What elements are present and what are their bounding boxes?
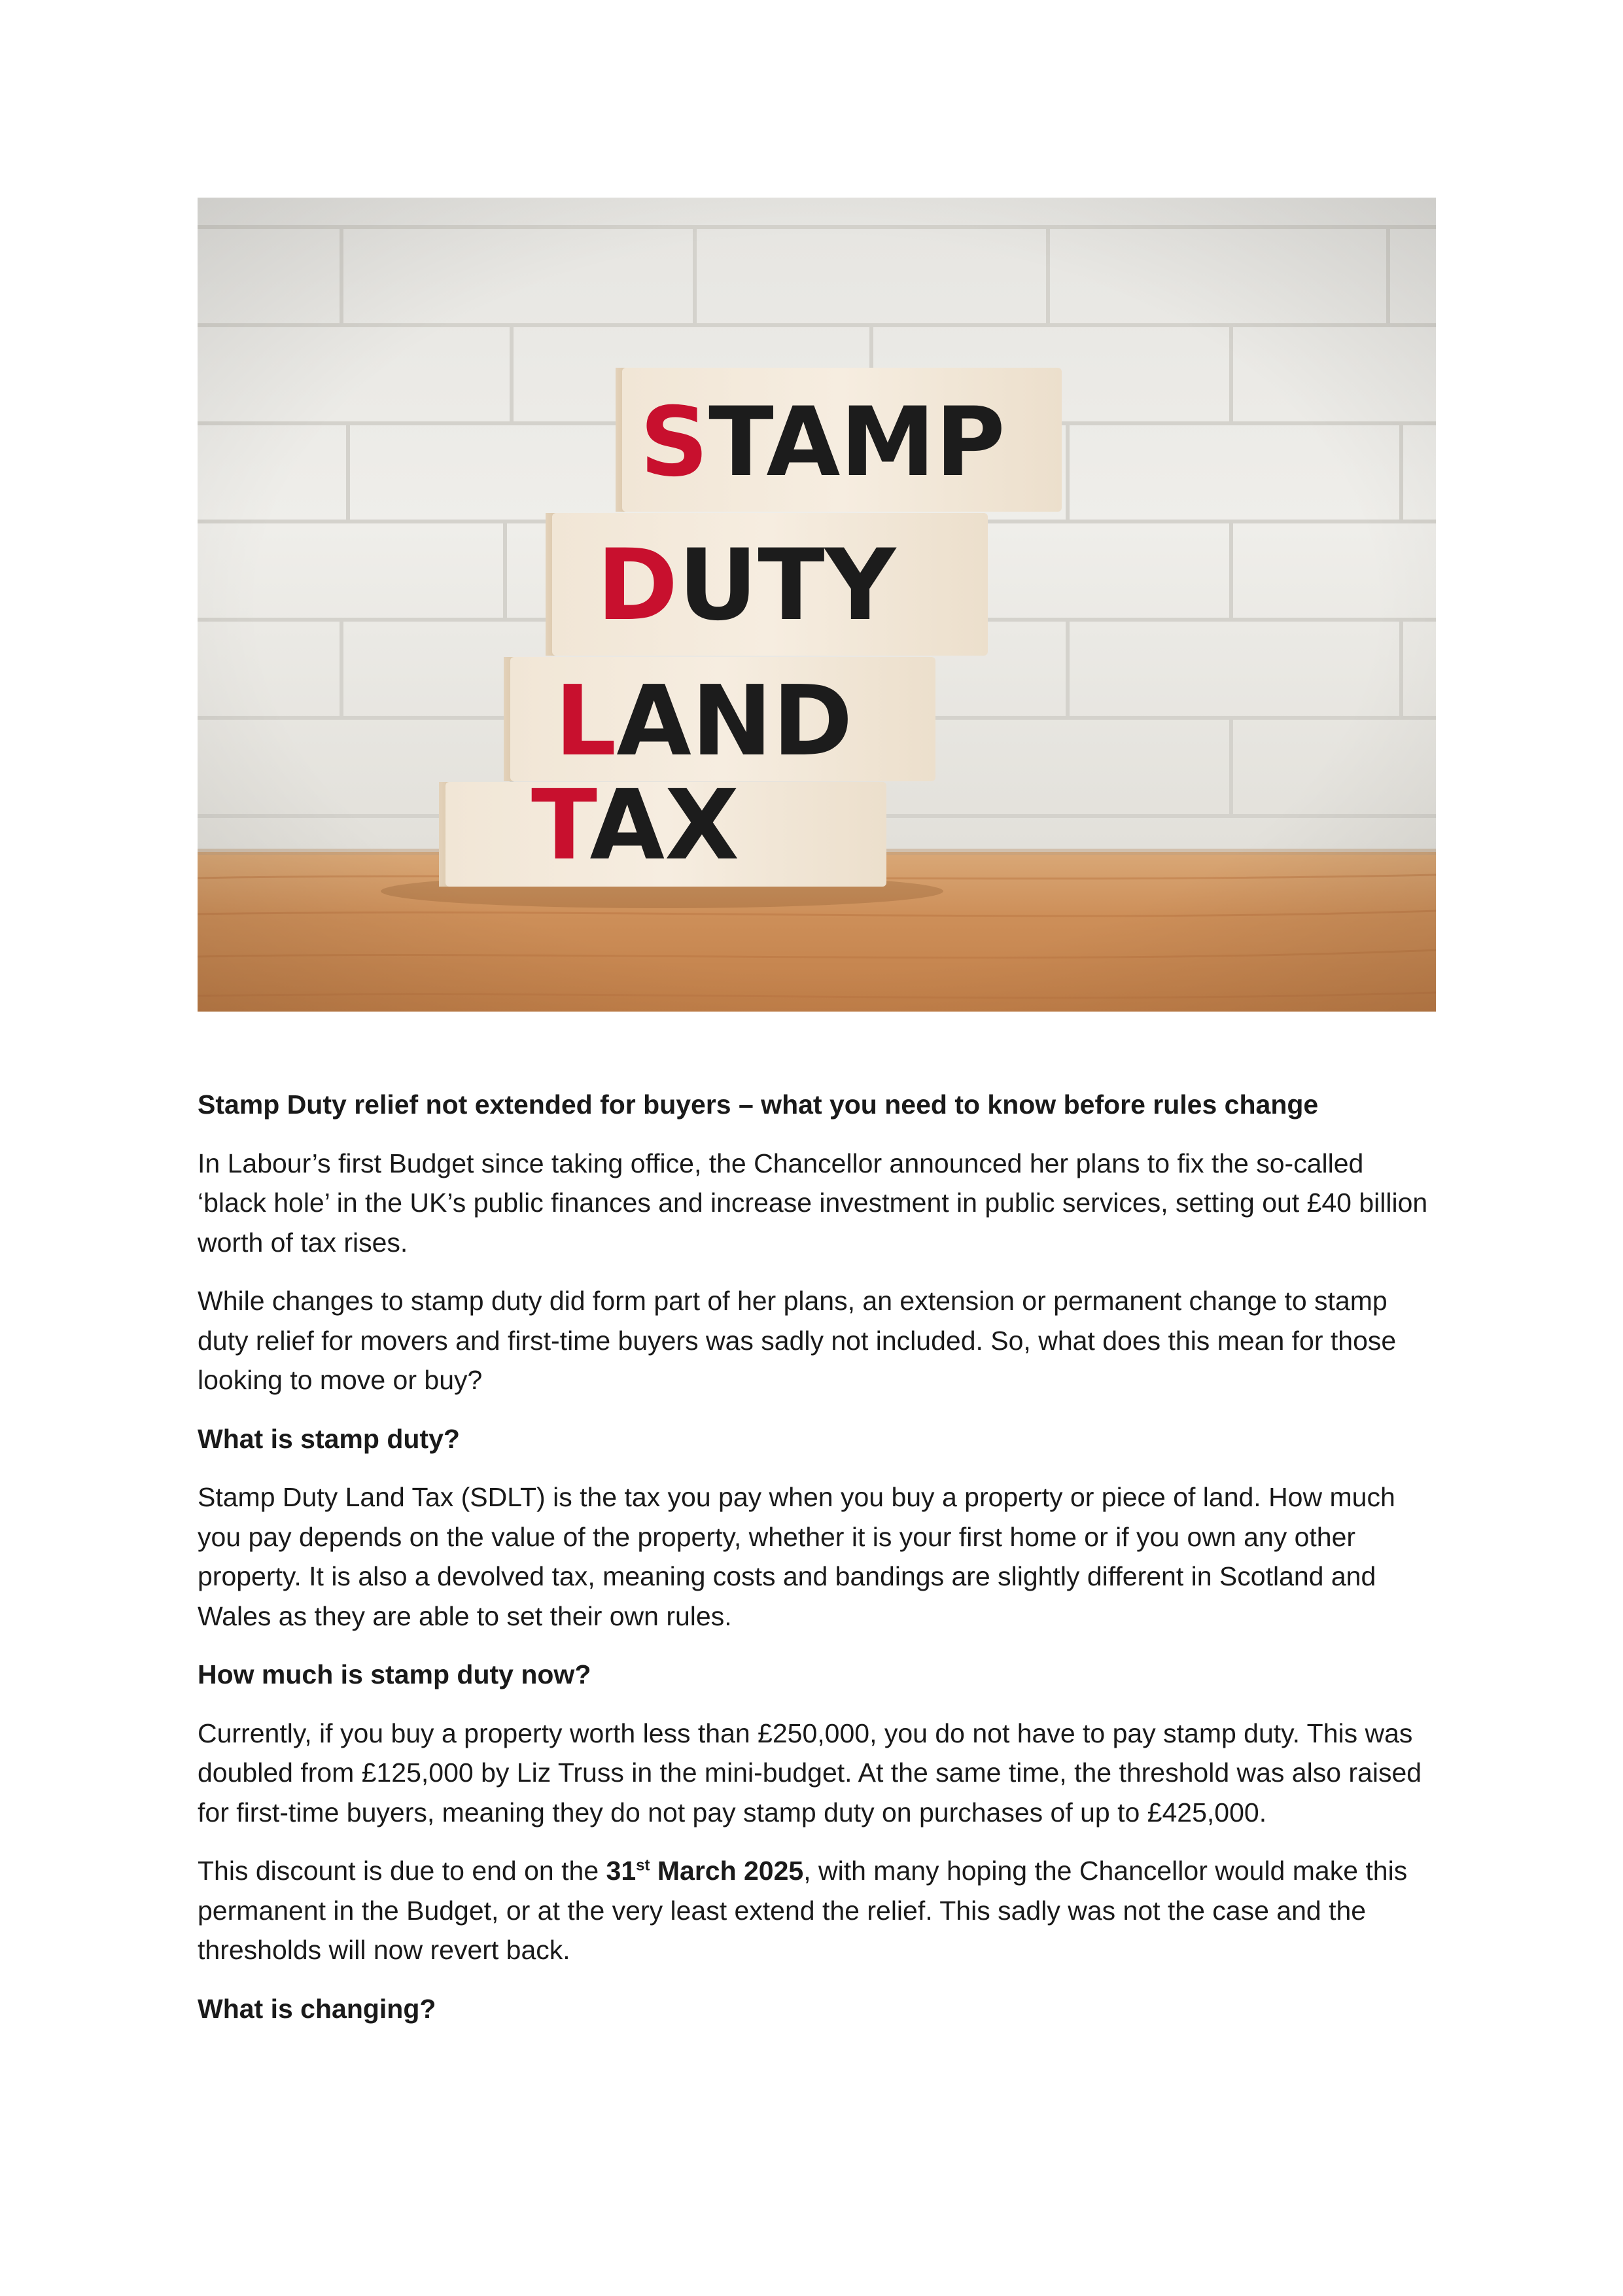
- hero-image: [198, 198, 1436, 1012]
- article-title: Stamp Duty relief not extended for buyers – what you need to know before rules change: [198, 1089, 1319, 1120]
- paragraph-discount-end: This discount is due to end on the 31st March 2025, with many hoping the Chancellor would make this permanent in the Budget, or at the very least extend the relief. This sadly was not the case and the thresholds will now revert back.: [198, 1856, 1408, 1965]
- article-body: [198, 1085, 1436, 2047]
- paragraph-intro-1: In Labour’s first Budget since taking office, the Chancellor announced her plans to fix the so-called ‘black hole’ in the UK’s public finances and increase investment in public services, setting out £40 billion worth of tax rises.: [198, 1148, 1428, 1258]
- heading-what-is-changing: What is changing?: [198, 1993, 436, 2024]
- heading-how-much-now: How much is stamp duty now?: [198, 1659, 591, 1689]
- paragraph-intro-2: While changes to stamp duty did form part of her plans, an extension or permanent change to stamp duty relief for movers and first-time buyers was sadly not included. So, what does this mean for those looking to move or buy?: [198, 1286, 1397, 1395]
- stamp-duty-blocks-photo: [198, 198, 1436, 1012]
- heading-what-is-stamp-duty: What is stamp duty?: [198, 1423, 460, 1454]
- discount-end-date: 31st March 2025: [606, 1856, 804, 1886]
- paragraph-how-much-now: Currently, if you buy a property worth less than £250,000, you do not have to pay stamp duty. This was doubled from £125,000 by Liz Truss in the mini-budget. At the same time, the threshold was also raised for first-time buyers, meaning they do not pay stamp duty on purchases of up to £425,000.: [198, 1718, 1422, 1828]
- paragraph-what-is-stamp-duty: Stamp Duty Land Tax (SDLT) is the tax you pay when you buy a property or piece of land. How much you pay depends on the value of the property, whether it is your first home or if you own any other property. It is also a devolved tax, meaning costs and bandings are slightly different in Scotland and Wales as they are able to set their own rules.: [198, 1482, 1395, 1631]
